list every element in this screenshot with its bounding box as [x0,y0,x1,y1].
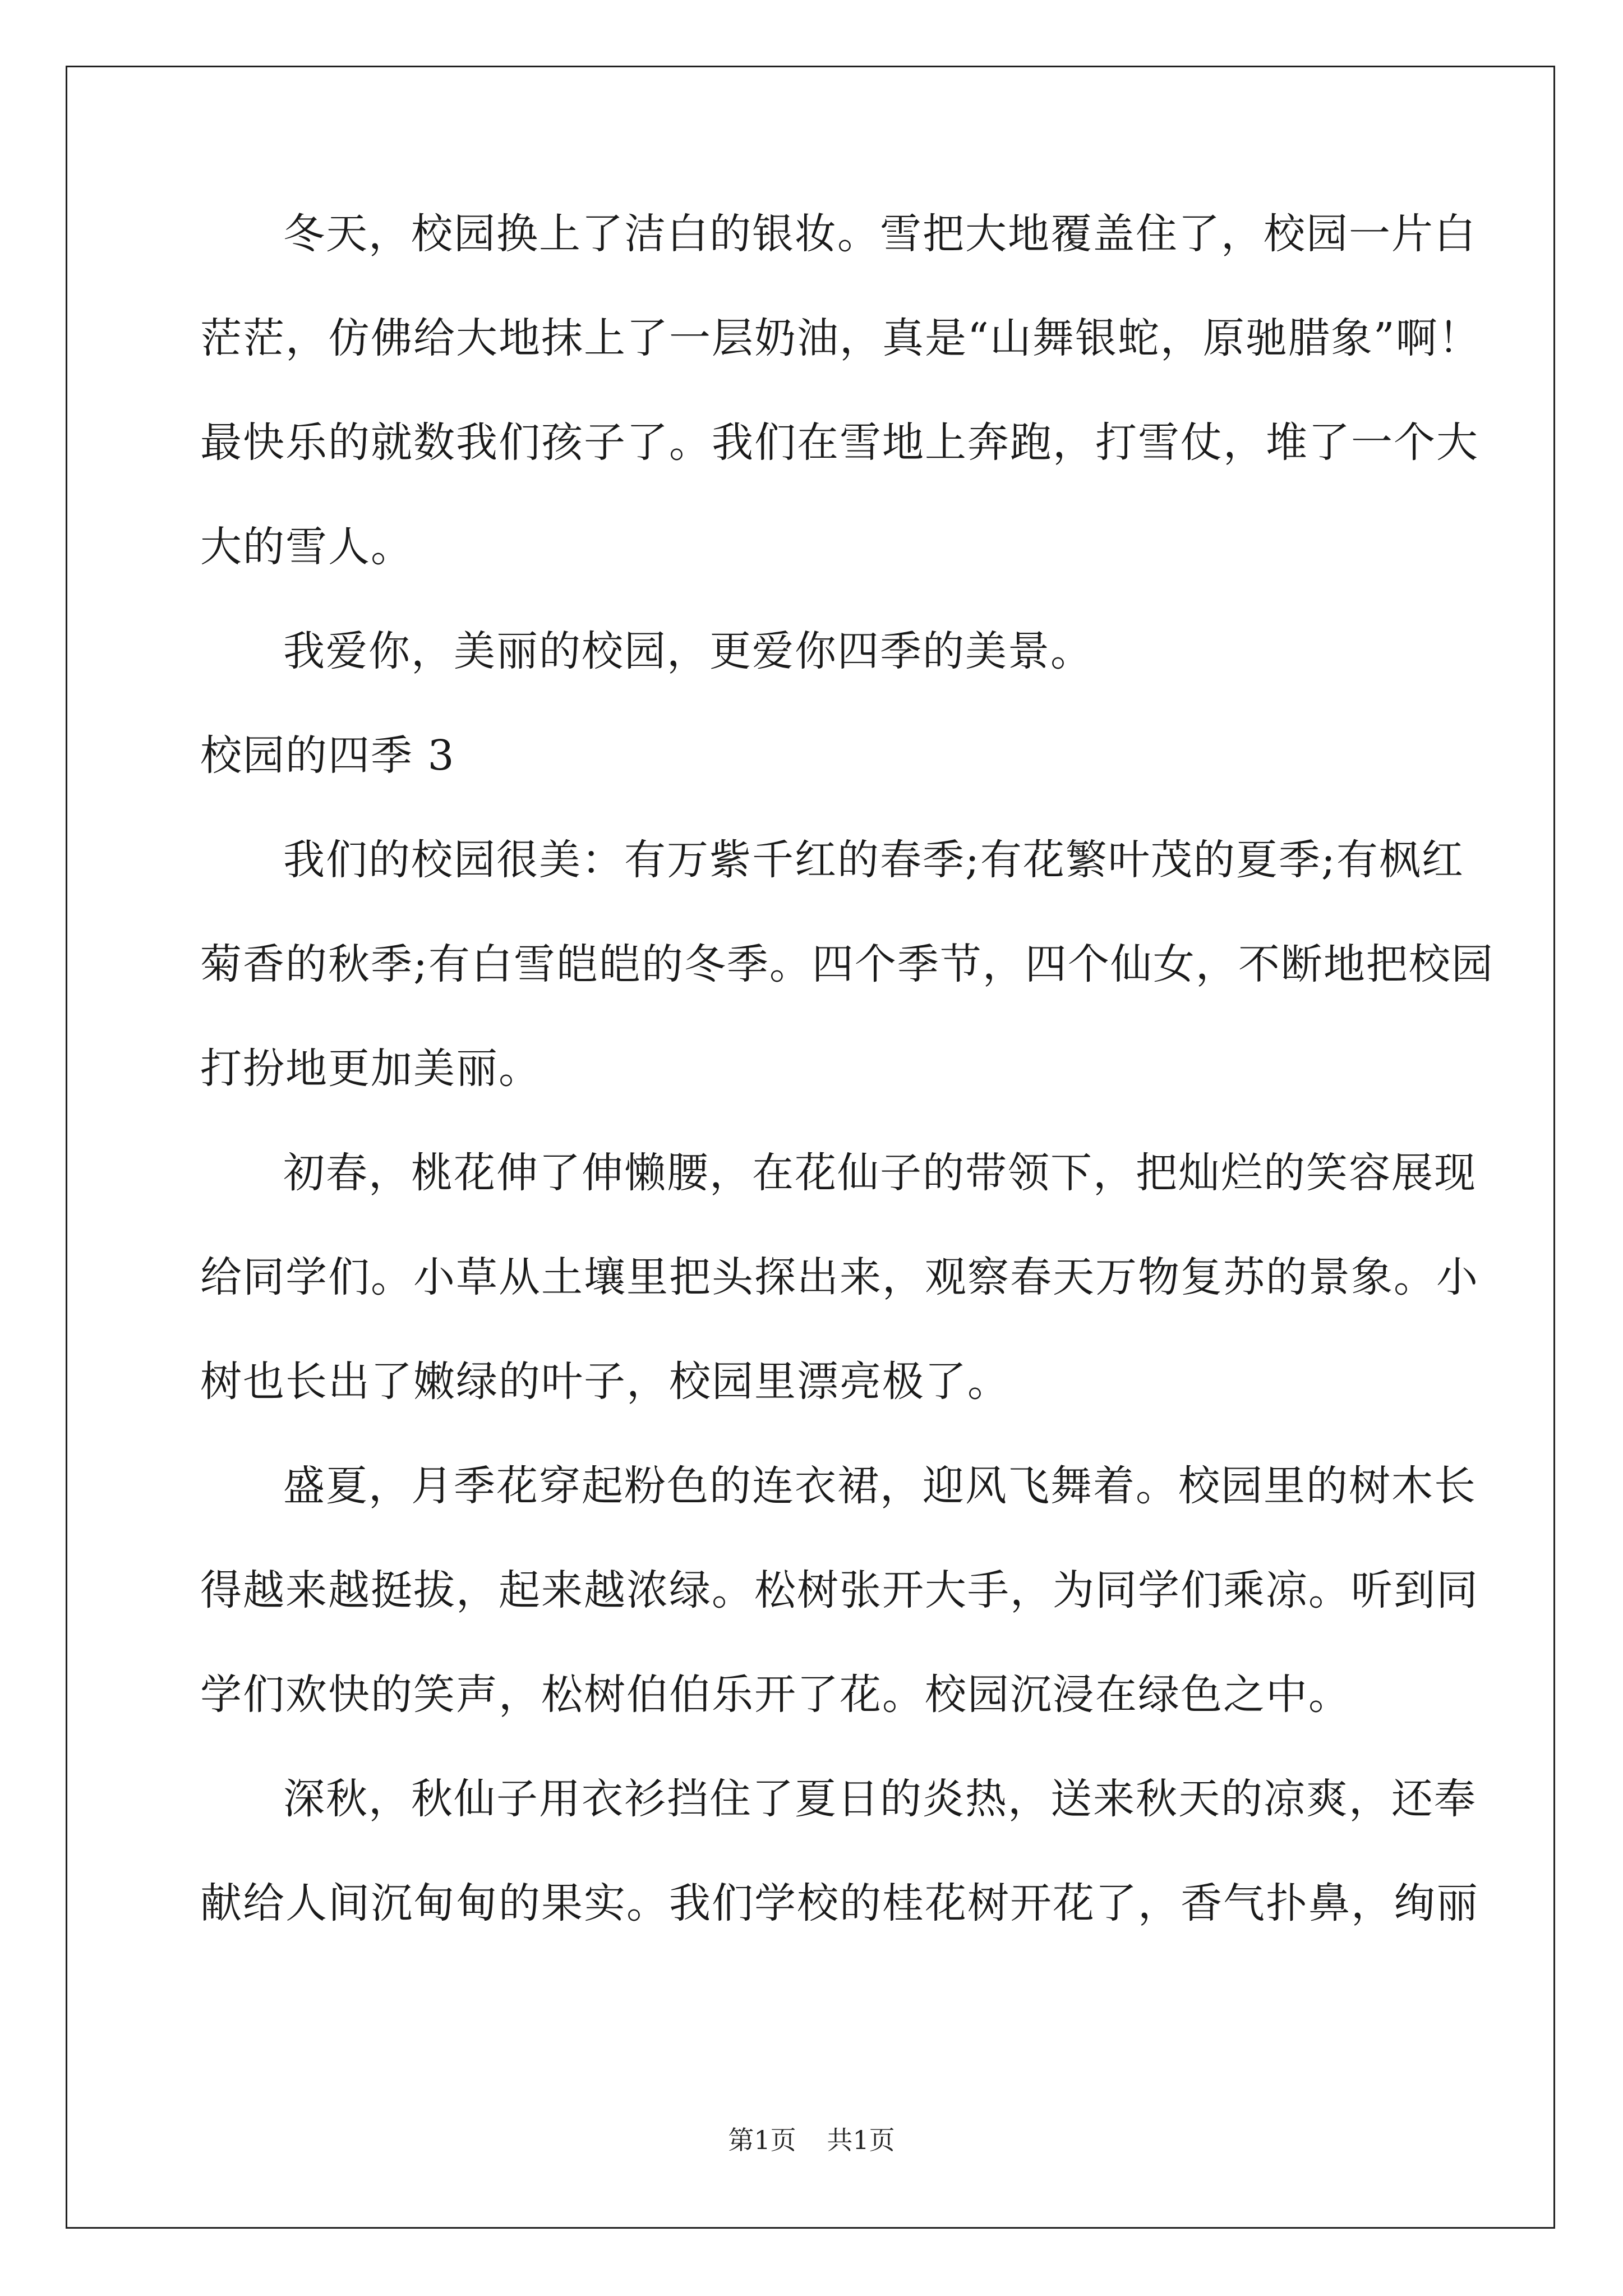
paragraph [200,1462,1479,1719]
text-line: 树也长出了嫩绿的叶子，校园里漂亮极了。 [200,1358,1010,1406]
text-line: 初春，桃花伸了伸懒腰，在花仙子的带领下，把灿烂的笑容展现 [283,1149,1477,1197]
text-line: 菊香的秋季;有白雪皑皑的冬季。四个季节，四个仙女，不断地把校园 [200,940,1494,988]
text-line: 盛夏，月季花穿起粉色的连衣裙，迎风飞舞着。校园里的树木长 [283,1462,1477,1510]
text-line: 得越来越挺拔，起来越浓绿。松树张开大手，为同学们乘凉。听到同 [200,1566,1479,1614]
paragraph [200,1149,1479,1406]
page-number-current: 第1页 [728,2125,796,2155]
page-footer [0,2127,1623,2153]
section-heading [200,731,1423,780]
text-line: 学们欢快的笑声，松树伯伯乐开了花。校园沉浸在绿色之中。 [200,1671,1351,1719]
text-line: 深秋，秋仙子用衣衫挡住了夏日的炎热，送来秋天的凉爽，还奉 [283,1775,1477,1823]
text-line: 冬天，校园换上了洁白的银妆。雪把大地覆盖住了，校园一片白 [283,210,1477,258]
text-line: 最快乐的就数我们孩子了。我们在雪地上奔跑，打雪仗，堆了一个大 [200,418,1479,467]
text-line: 我爱你，美丽的校园，更爱你四季的美景。 [283,627,1093,675]
document-body [200,210,1494,1987]
text-line: 献给人间沉甸甸的果实。我们学校的桂花树开花了，香气扑鼻，绚丽 [200,1879,1479,1927]
text-line: 茫茫，仿佛给大地抹上了一层奶油，真是“山舞银蛇，原驰腊象”啊！ [200,314,1481,362]
heading-text: 校园的四季 3 [200,731,455,780]
paragraph [200,627,1423,675]
text-line: 打扮地更加美丽。 [200,1045,541,1093]
page-number-total: 共1页 [827,2125,895,2155]
paragraph [200,836,1494,1093]
text-line: 大的雪人。 [200,523,413,571]
text-line: 我们的校园很美：有万紫千红的春季;有花繁叶茂的夏季;有枫红 [283,836,1464,884]
text-line: 给同学们。小草从土壤里把头探出来，观察春天万物复苏的景象。小 [200,1253,1479,1301]
paragraph [200,210,1481,571]
paragraph [200,1775,1479,1927]
